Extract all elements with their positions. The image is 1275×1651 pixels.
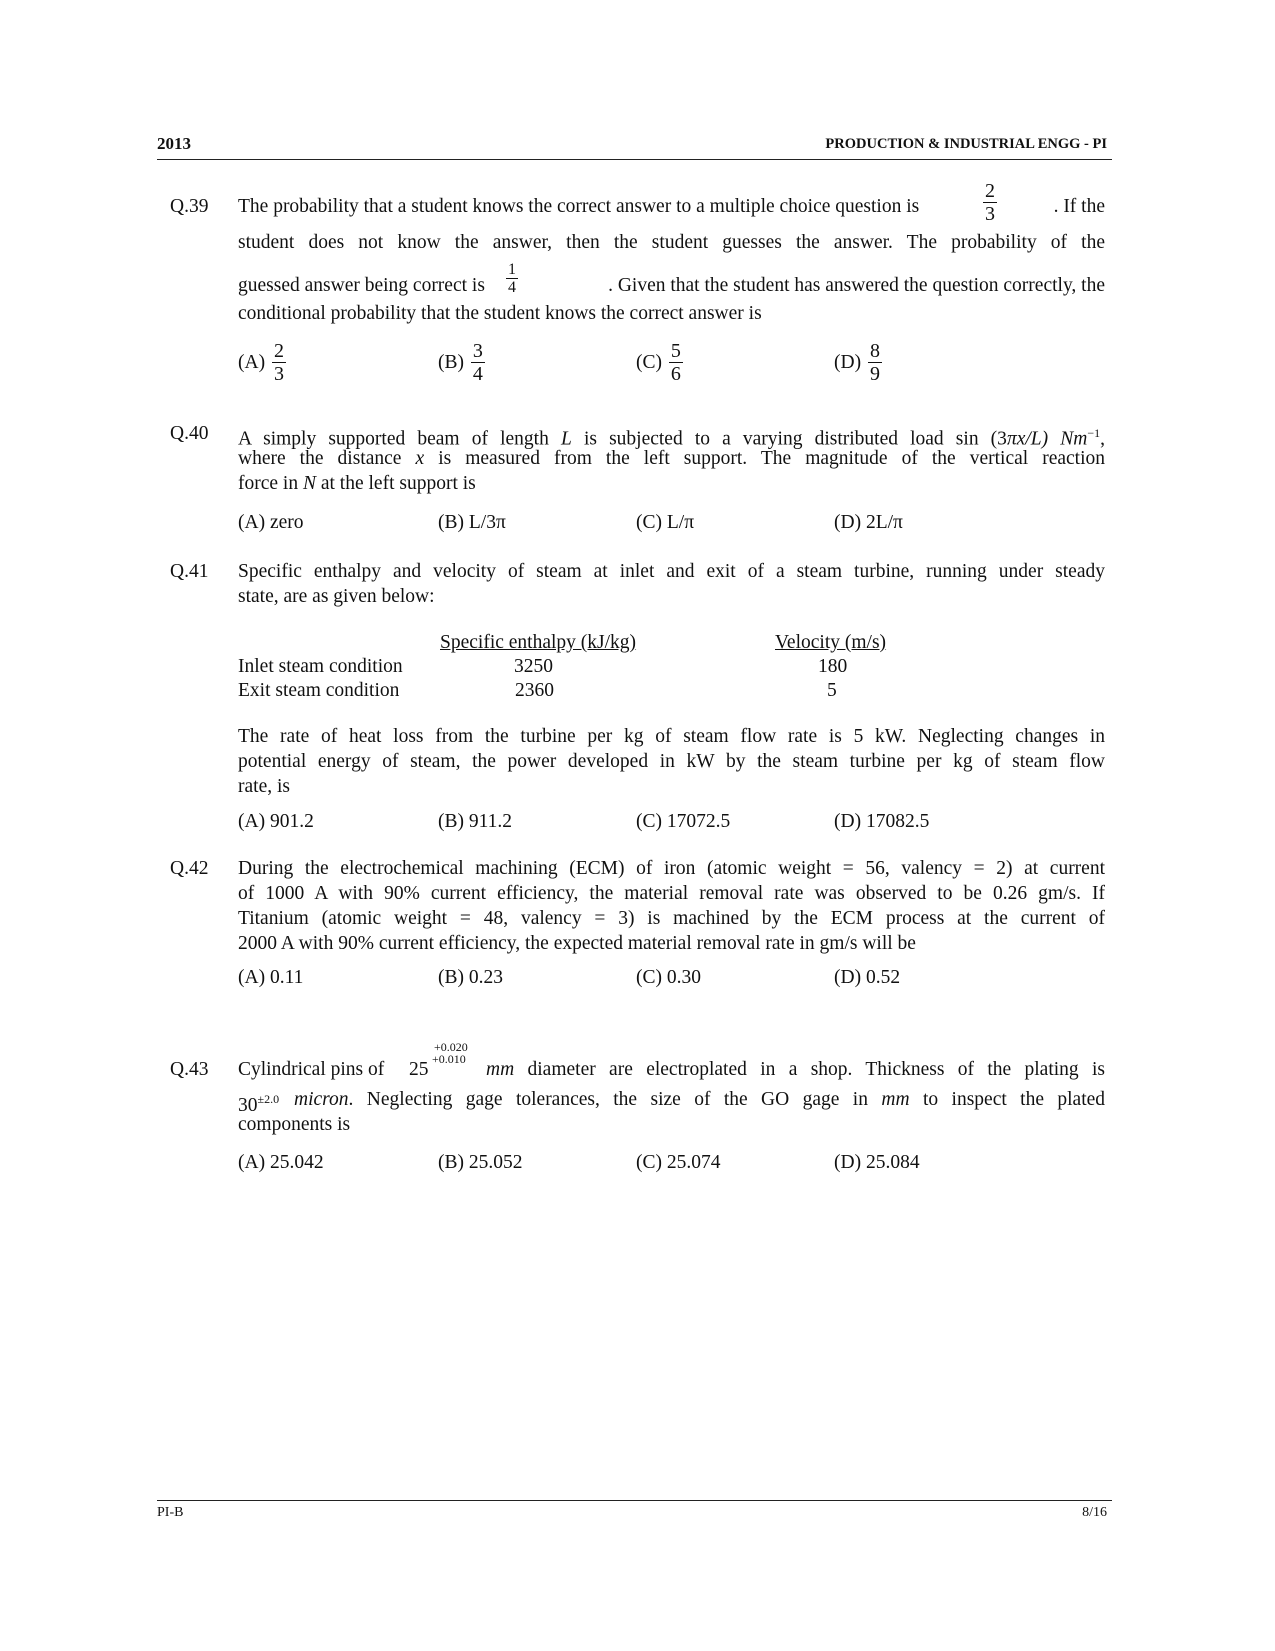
option-b[interactable]: (B) 0.23 (438, 967, 503, 988)
option-b[interactable]: (B) 25.052 (438, 1152, 523, 1173)
column-header-enthalpy: Specific enthalpy (kJ/kg) (440, 632, 637, 653)
question-number: Q.42 (170, 858, 209, 879)
question-39 (170, 180, 1105, 420)
option-d[interactable]: (D) 0.52 (834, 967, 901, 988)
question-40 (170, 421, 1105, 541)
question-43 (170, 1040, 1105, 1200)
answer-options (238, 965, 1105, 995)
question-text: The probability that a student knows the correct answer to a multiple choice question is $\frac{2}{3}$ . If the student does not know the answer, then the student guesses the answer. The probability of the guessed answer being correct is $\frac{1}{4}$ . Given that the student has answered the question correctly, the conditional probability that the student knows the correct answer is (238, 180, 1105, 324)
paper-title: PRODUCTION & INDUSTRIAL ENGG - PI (825, 136, 1107, 152)
plating-tolerance: ±2.0 (257, 1092, 280, 1106)
question-42 (170, 856, 1105, 1016)
fraction: $\frac{2}{3}$ (985, 180, 995, 225)
option-c[interactable]: (C) 25.074 (636, 1152, 721, 1173)
answer-options (238, 340, 1105, 392)
cell-velocity: 180 (818, 656, 848, 677)
question-text: During the electrochemical machining (ECM) of iron (atomic weight = 56, valency = 2) at current of 1000 A with 90% current efficiency, the material removal rate was observed to be 0.26 gm/s. If Titanium (atomic weight = 48, valency = 3) is machined by the ECM process at the current of 2000 A with 90% current efficiency, the expected material removal rate in gm/s will be (238, 858, 1105, 954)
row-label: Inlet steam condition (238, 656, 403, 677)
option-b[interactable]: (B) L/3π (438, 512, 506, 533)
tolerance-base: 25 (409, 1059, 429, 1080)
steam-table (238, 631, 938, 703)
page-number: 8/16 (1082, 1505, 1107, 1520)
cell-enthalpy: 2360 (515, 680, 554, 701)
question-number: Q.40 (170, 423, 209, 444)
question-number: Q.43 (170, 1059, 209, 1080)
option-b[interactable]: (B) 911.2 (438, 811, 513, 832)
exam-year: 2013 (157, 134, 191, 153)
page-header (157, 134, 1112, 160)
option-d[interactable]: (D) 17082.5 (834, 811, 930, 832)
option-d[interactable]: (D) $\frac{8}{9}$ (834, 340, 880, 385)
option-b[interactable]: (B) $\frac{3}{4}$ (438, 340, 483, 385)
cell-enthalpy: 3250 (514, 656, 553, 677)
plating-base: 30 (238, 1095, 258, 1116)
option-c[interactable]: (C) 17072.5 (636, 811, 731, 832)
question-number: Q.41 (170, 561, 209, 582)
question-text-continued: The rate of heat loss from the turbine per kg of steam flow rate is 5 kW. Neglecting changes in potential energy of steam, the power developed in kW by the steam turbine per kg of steam flow rate, is (238, 726, 1105, 797)
option-c[interactable]: (C) $\frac{5}{6}$ (636, 340, 681, 385)
option-a[interactable]: (A) 25.042 (238, 1152, 324, 1173)
option-c[interactable]: (C) L/π (636, 512, 695, 533)
answer-options (238, 510, 1105, 540)
column-header-velocity: Velocity (m/s) (775, 632, 887, 653)
question-41 (170, 559, 1105, 849)
fraction: $\frac{1}{4}$ (508, 261, 516, 296)
row-label: Exit steam condition (238, 680, 400, 701)
option-a[interactable]: (A) $\frac{2}{3}$ (238, 340, 284, 385)
question-number: Q.39 (170, 196, 209, 217)
option-a[interactable]: (A) 901.2 (238, 811, 314, 832)
paper-code: PI-B (157, 1505, 184, 1520)
answer-options (238, 1150, 1105, 1180)
option-a[interactable]: (A) 0.11 (238, 967, 304, 988)
cell-velocity: 5 (827, 680, 837, 701)
option-a[interactable]: (A) zero (238, 512, 304, 533)
answer-options (238, 809, 1105, 839)
question-text: A simply supported beam of length L is subjected to a varying distributed load sin (3πx/L) $Nm^{-1}$, where the distance x is measured from the left support. The magnitude of the vertical reaction force in N at the left support is (238, 426, 1106, 494)
question-text: Cylindrical pins of 25 +0.020 +0.010 mm diameter are electroplated in a shop. Thickness of the plating is $30^{\pm 2.0}$ micron. Neglecting gage tolerances, the size of the GO gage in mm to inspect the plated components is (238, 1040, 1106, 1135)
page-footer (157, 1500, 1112, 1520)
option-d[interactable]: (D) 25.084 (834, 1152, 920, 1173)
option-c[interactable]: (C) 0.30 (636, 967, 701, 988)
question-text: Specific enthalpy and velocity of steam at inlet and exit of a steam turbine, running under steady state, are as given below: (238, 561, 1105, 607)
tolerance-upper: +0.020 (434, 1040, 468, 1054)
option-d[interactable]: (D) 2L/π (834, 512, 903, 533)
tolerance-lower: +0.010 (432, 1052, 466, 1066)
